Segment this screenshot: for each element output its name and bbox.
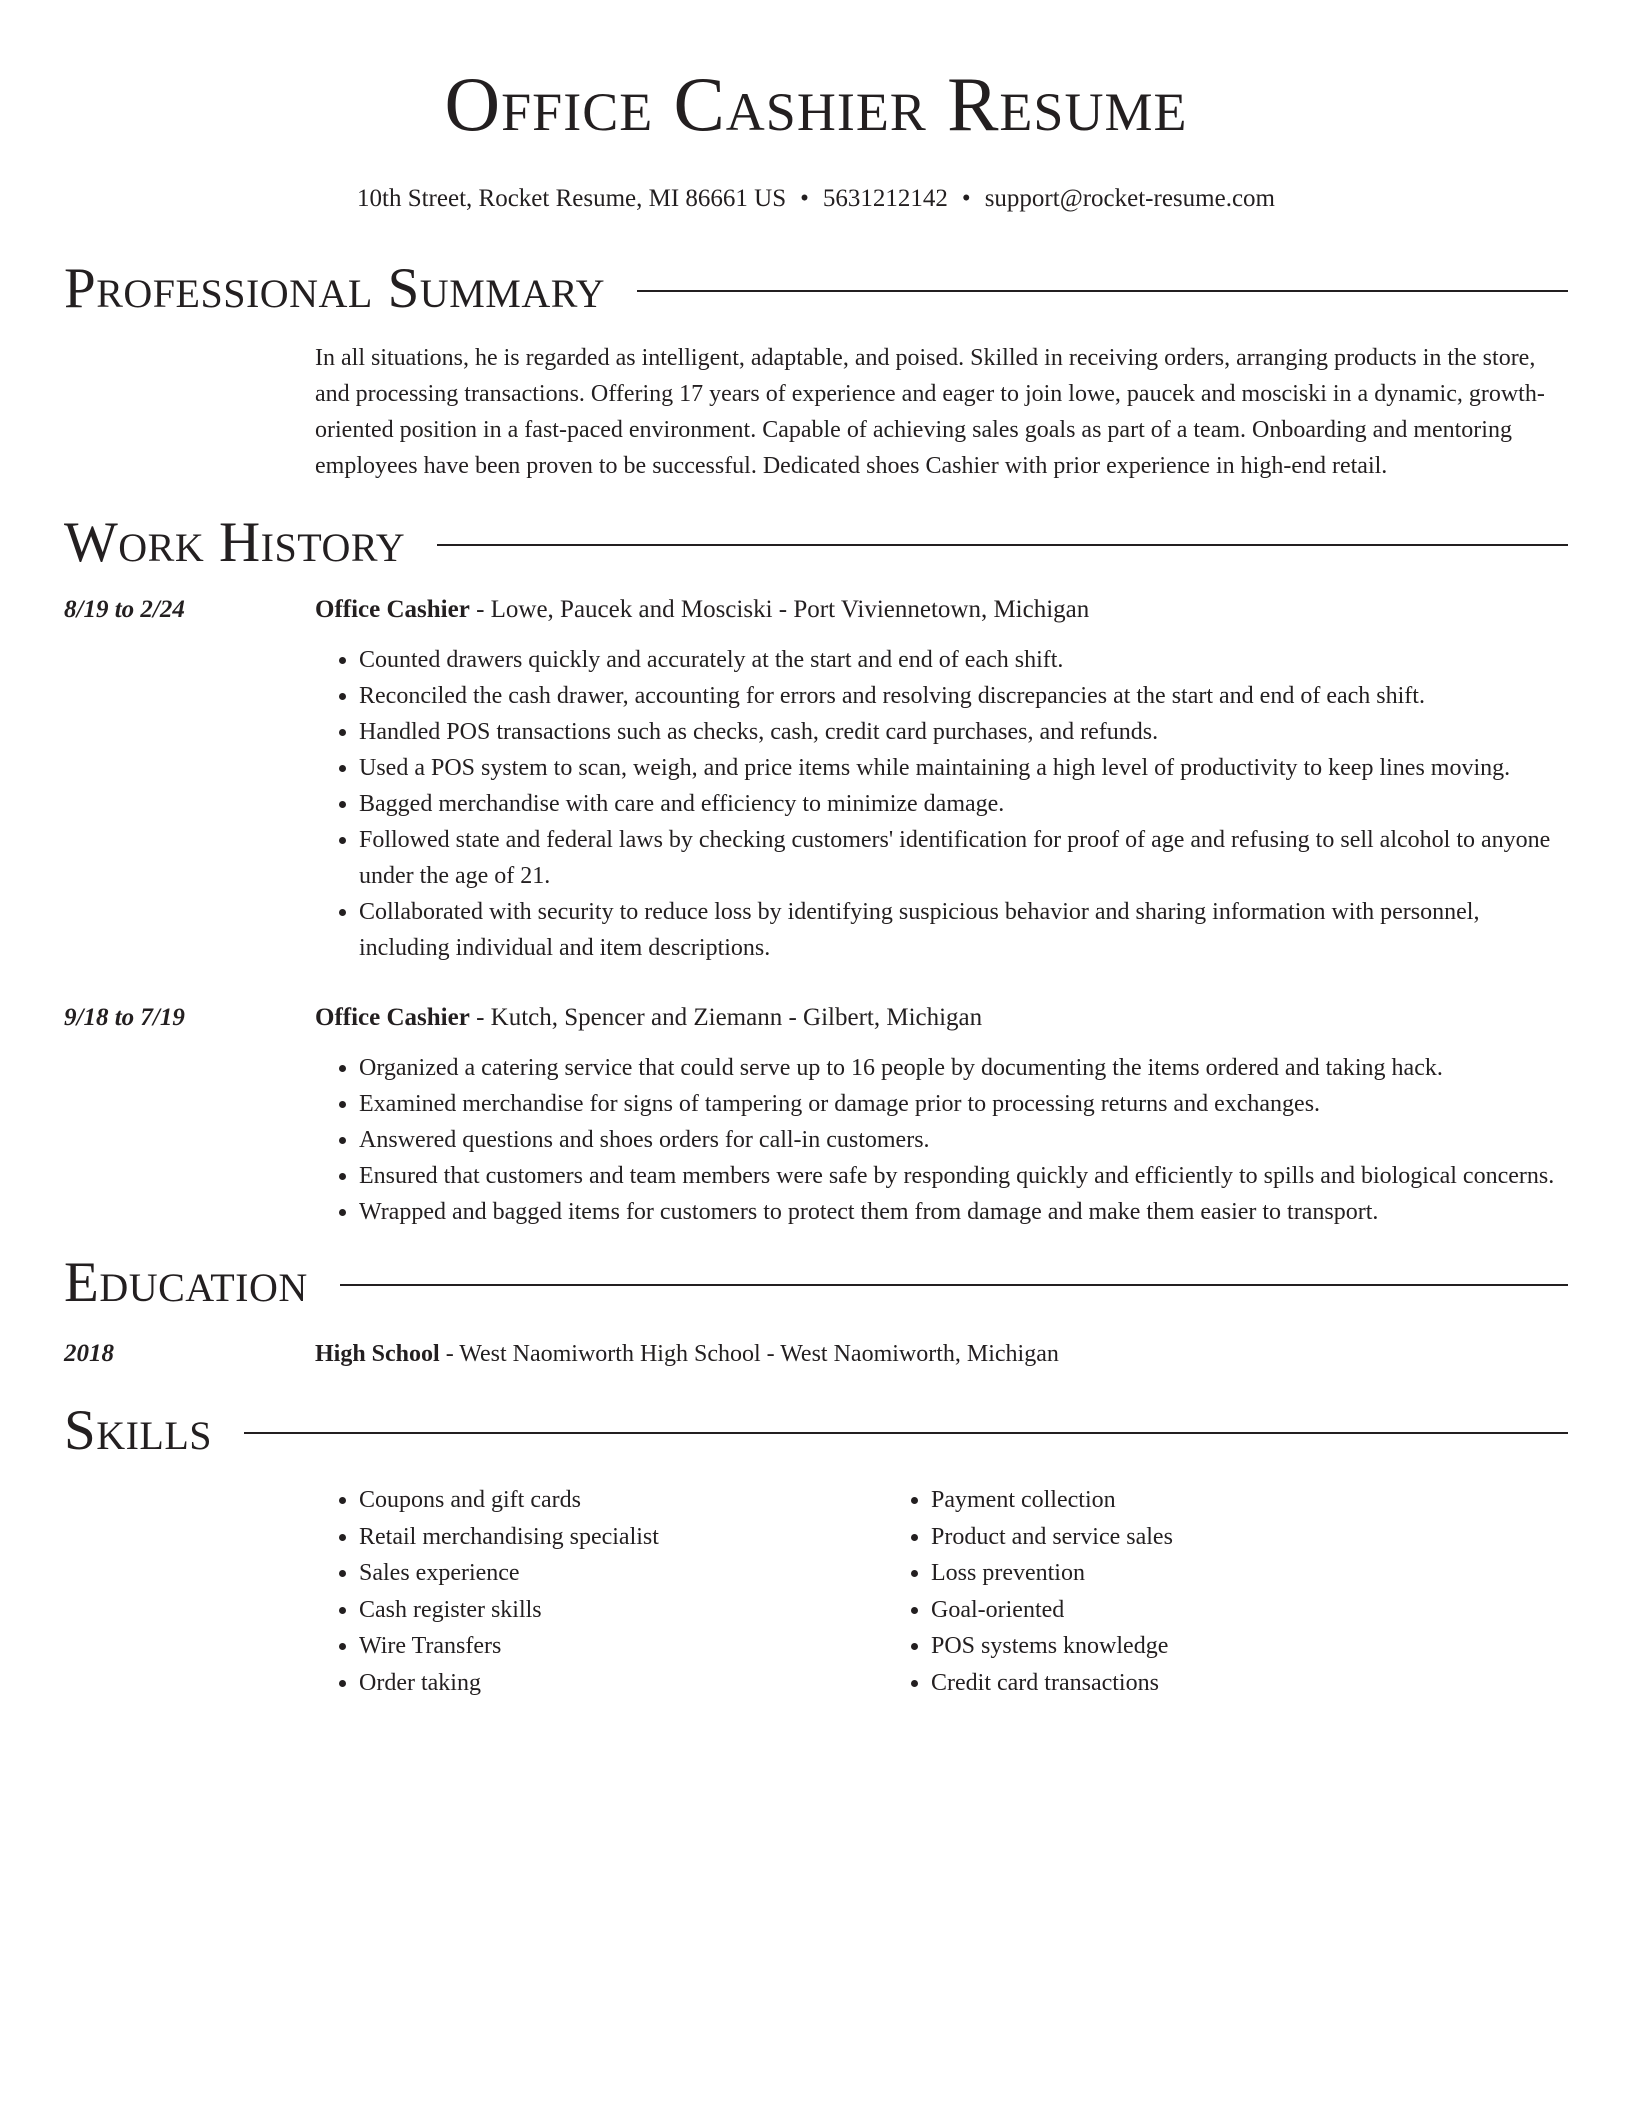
job-bullets (315, 642, 1568, 966)
job-bullet: • Wrapped and bagged items for customers to protect them from damage and make them easier to transport. (359, 1194, 1568, 1230)
job-details: - Lowe, Paucek and Mosciski - Port Viviennetown, Michigan (469, 596, 1090, 623)
skill-item: • Credit card transactions (931, 1665, 1459, 1702)
job-bullet: • Examined merchandise for signs of tampering or damage prior to processing returns and exchanges. (359, 1086, 1568, 1122)
education-degree: High School (315, 1341, 440, 1367)
job-title: Office Cashier (315, 596, 470, 623)
section-divider (437, 544, 1568, 546)
skill-item: • Retail merchandising specialist (359, 1519, 887, 1556)
contact-email: support@rocket-resume.com (984, 185, 1275, 212)
job-title: Office Cashier (315, 1004, 470, 1031)
section-divider (340, 1284, 1568, 1286)
skills-section-heading (64, 1399, 1568, 1462)
skills-row (64, 1460, 1568, 1701)
work-dates: 8/19 to 2/24 (64, 596, 185, 623)
job-bullet: • Ensured that customers and team members were safe by responding quickly and efficiently to spills and biological concerns. (359, 1158, 1568, 1194)
job-bullet: • Collaborated with security to reduce loss by identifying suspicious behavior and sharing information with personnel, including individual and item descriptions. (359, 894, 1568, 966)
work-heading: Work History (64, 511, 406, 574)
skill-item: • Coupons and gift cards (359, 1482, 887, 1519)
contact-line (64, 184, 1568, 214)
skill-item: • Wire Transfers (359, 1628, 887, 1665)
contact-phone: 5631212142 (822, 185, 948, 212)
job-bullet: • Reconciled the cash drawer, accounting for errors and resolving discrepancies at the start and end of each shift. (359, 678, 1568, 714)
skill-item: • Cash register skills (359, 1592, 887, 1629)
skills-heading: Skills (64, 1399, 213, 1462)
summary-row (64, 340, 1568, 484)
section-divider (244, 1432, 1568, 1434)
education-section-heading (64, 1251, 1568, 1314)
skill-item: • Payment collection (931, 1482, 1459, 1519)
section-divider (637, 290, 1568, 292)
contact-separator: • (961, 185, 971, 212)
skill-item: • Product and service sales (931, 1519, 1459, 1556)
summary-section-heading (64, 257, 1568, 320)
education-details: - West Naomiworth High School - West Naomiworth, Michigan (439, 1341, 1059, 1367)
work-dates: 9/18 to 7/19 (64, 1004, 185, 1031)
skills-columns (315, 1482, 1459, 1701)
work-entry (64, 592, 1568, 966)
skill-item: • POS systems knowledge (931, 1628, 1459, 1665)
education-heading: Education (64, 1251, 308, 1314)
contact-address: 10th Street, Rocket Resume, MI 86661 US (357, 185, 787, 212)
job-bullet: • Followed state and federal laws by checking customers' identification for proof of age and refusing to sell alcohol to anyone under the age of 21. (359, 822, 1568, 894)
education-year: 2018 (64, 1340, 114, 1367)
job-bullet: • Handled POS transactions such as checks, cash, credit card purchases, and refunds. (359, 714, 1568, 750)
summary-text: In all situations, he is regarded as intelligent, adaptable, and poised. Skilled in receiving orders, arranging products in the store, and processing transactions. Offering 17 years of experience and eager to join lowe, paucek and mosciski in a dynamic, growth-oriented position in a fast-paced environment. Capable of achieving sales goals as part of a team. Onboarding and mentoring employees have been proven to be successful. Dedicated shoes Cashier with prior experience in high-end retail. (315, 345, 1545, 479)
job-bullet: • Used a POS system to scan, weigh, and price items while maintaining a high level of productivity to keep lines moving. (359, 750, 1568, 786)
job-bullets (315, 1050, 1568, 1230)
work-entry (64, 1000, 1568, 1230)
skills-list-left (315, 1482, 887, 1701)
contact-separator: • (800, 185, 809, 212)
work-section-heading (64, 511, 1568, 574)
education-entry (64, 1336, 1568, 1372)
job-bullet: • Counted drawers quickly and accurately at the start and end of each shift. (359, 642, 1568, 678)
job-details: - Kutch, Spencer and Ziemann - Gilbert, Michigan (469, 1004, 983, 1031)
job-bullet: • Bagged merchandise with care and efficiency to minimize damage. (359, 786, 1568, 822)
skill-item: • Loss prevention (931, 1555, 1459, 1592)
job-bullet: • Answered questions and shoes orders for call-in customers. (359, 1122, 1568, 1158)
summary-heading: Professional Summary (64, 257, 606, 320)
resume-title: Office Cashier Resume (444, 61, 1188, 147)
skill-item: • Order taking (359, 1665, 887, 1702)
skills-list-right (887, 1482, 1459, 1701)
skill-item: • Goal-oriented (931, 1592, 1459, 1629)
job-bullet: • Organized a catering service that could serve up to 16 people by documenting the items ordered and taking hack. (359, 1050, 1568, 1086)
job-heading (315, 1000, 1568, 1036)
job-heading (315, 592, 1568, 628)
skill-item: • Sales experience (359, 1555, 887, 1592)
